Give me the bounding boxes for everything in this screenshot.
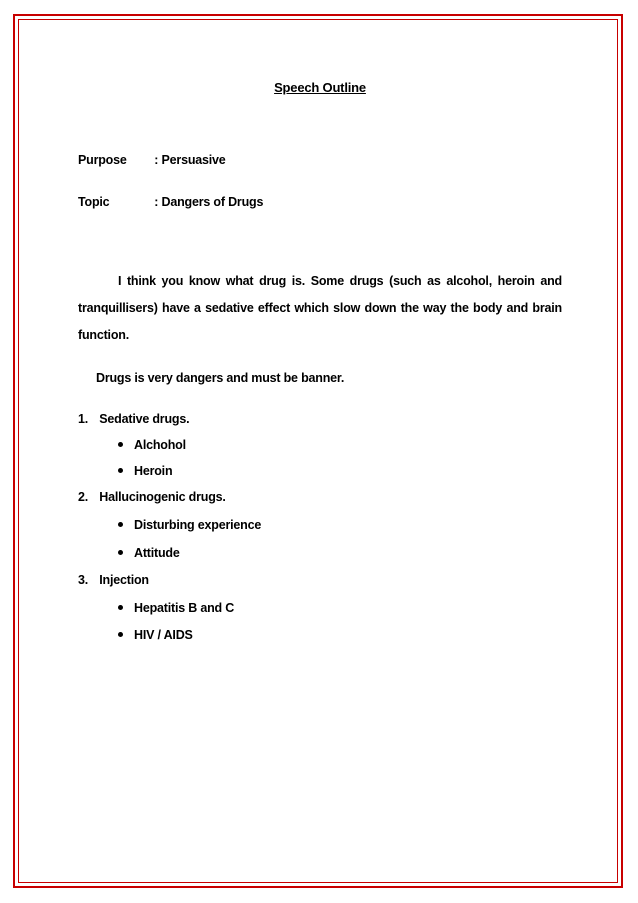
claim-statement: Drugs is very dangers and must be banner. — [96, 371, 345, 385]
page-border-inner — [18, 19, 618, 883]
page-title: Speech Outline — [274, 80, 366, 95]
bullet-icon — [118, 442, 123, 447]
outline-label: Injection — [99, 573, 149, 587]
bullet-item — [118, 438, 186, 452]
bullet-icon — [118, 605, 123, 610]
topic-row — [78, 195, 562, 209]
outline-number: 3. — [78, 573, 89, 587]
bullet-text: Alchohol — [134, 438, 186, 452]
intro-paragraph: I think you know what drug is. Some drugs (such as alcohol, heroin and tranquillisers) have a sedative effect which slow down the way the body and brain function. — [78, 274, 562, 342]
bullet-item — [118, 518, 261, 532]
purpose-value: : Persuasive — [154, 153, 226, 167]
purpose-label: Purpose — [78, 153, 127, 167]
outline-item — [78, 412, 189, 426]
bullet-item — [118, 464, 172, 478]
bullet-text: Attitude — [134, 546, 180, 560]
bullet-icon — [118, 468, 123, 473]
outline-number: 2. — [78, 490, 89, 504]
topic-value: : Dangers of Drugs — [154, 195, 264, 209]
bullet-text: Heroin — [134, 464, 173, 478]
outline-number: 1. — [78, 412, 89, 426]
bullet-icon — [118, 522, 123, 527]
bullet-item — [118, 628, 193, 642]
topic-label: Topic — [78, 195, 110, 209]
bullet-text: HIV / AIDS — [134, 628, 193, 642]
outline-label: Sedative drugs. — [99, 412, 190, 426]
bullet-text: Hepatitis B and C — [134, 601, 235, 615]
bullet-text: Disturbing experience — [134, 518, 262, 532]
outline-label: Hallucinogenic drugs. — [99, 490, 226, 504]
bullet-icon — [118, 550, 123, 555]
bullet-item — [118, 601, 234, 615]
outline-item — [78, 573, 149, 587]
bullet-icon — [118, 632, 123, 637]
purpose-row — [78, 153, 562, 167]
outline-item — [78, 490, 226, 504]
bullet-item — [118, 546, 180, 560]
